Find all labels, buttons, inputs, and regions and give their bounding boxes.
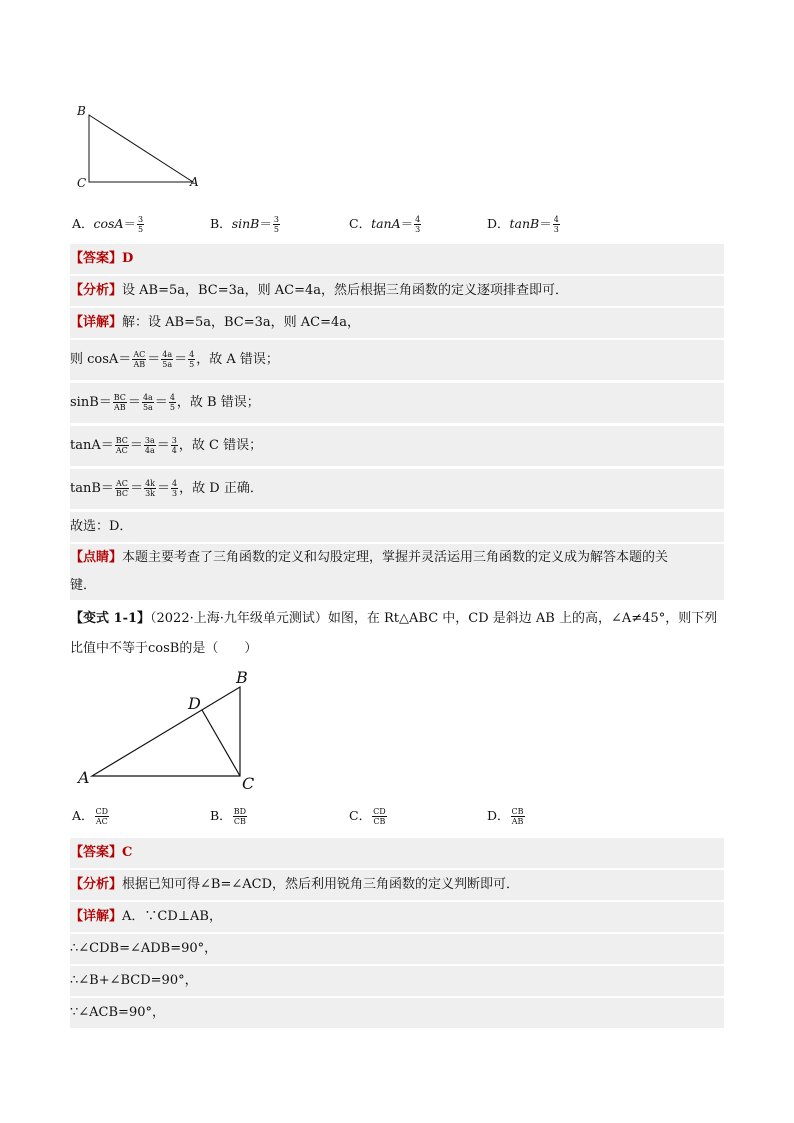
fig1-label-b: B (77, 104, 86, 118)
analysis-1: 【分析】设 AB=5a，BC=3a，则 AC=4a，然后根据三角函数的定义逐项排查即可． (70, 276, 724, 306)
fig2-label-d: D (188, 694, 201, 713)
fig2-label-a: A (78, 768, 90, 787)
step-1-sinB: sinB＝ $\frac{BC}{AB}$ ＝ $\frac{4a}{5a}$ ＝ $\frac{4}{5}$ ，故 B 错误； (70, 383, 724, 423)
step-1-tanB: tanB＝ $\frac{AC}{BC}$ ＝ $\frac{4k}{3k}$ ＝ $\frac{4}{3}$ ，故 D 正确． (70, 469, 724, 509)
detail-2: 【详解】A．∵CD⊥AB， (70, 902, 724, 932)
option-2-a: A． $\frac{CD}{AC}$ (72, 807, 109, 826)
answer-2: 【答案】C (70, 838, 724, 868)
option-2-c: C． $\frac{CD}{CB}$ (349, 807, 386, 826)
option-2-b: B． $\frac{BD}{CB}$ (210, 807, 246, 826)
step-2-1: ∴∠CDB=∠ADB=90°， (70, 934, 724, 964)
variant-question: 【变式 1-1】（2022·上海·九年级单元测试）如图，在 Rt△ABC 中，CD 是斜边 AB 上的高，∠A≠45°，则下列 比值中不等于cosB的是（ ） (70, 611, 718, 656)
step-1-cosA: 则 cosA＝ $\frac{AC}{AB}$ ＝ $\frac{4a}{5a}$ ＝ $\frac{4}{5}$ ，故 A 错误； (70, 340, 724, 380)
fig1-label-c: C (77, 176, 87, 190)
fig2-label-c: C (242, 774, 255, 793)
fig1-label-a: A (190, 175, 199, 189)
analysis-2: 【分析】根据已知可得∠B=∠ACD，然后利用锐角三角函数的定义判断即可． (70, 870, 724, 900)
option-1-b: B．sinB＝ $\frac{3}{5}$ (210, 215, 279, 234)
detail-1: 【详解】解：设 AB=5a，BC=3a，则 AC=4a， (70, 308, 724, 338)
option-1-d: D．tanB＝ $\frac{4}{3}$ (487, 215, 559, 234)
fig2-label-b: B (236, 668, 248, 687)
triangle-figure-2 (70, 670, 270, 800)
option-2-d: D． $\frac{CB}{AB}$ (487, 807, 524, 826)
option-1-c: C．tanA＝ $\frac{4}{3}$ (349, 215, 421, 234)
step-2-2: ∴∠B+∠BCD=90°， (70, 966, 724, 996)
triangle-figure-1 (70, 100, 210, 195)
comment-1: 【点睛】本题主要考查了三角函数的定义和勾股定理，掌握并灵活运用三角函数的定义成为解答本题的关 键． (70, 544, 724, 600)
step-2-3: ∵∠ACB=90°， (70, 998, 724, 1028)
answer-1: 【答案】D (70, 244, 724, 274)
step-1-tanA: tanA＝ $\frac{BC}{AC}$ ＝ $\frac{3a}{4a}$ ＝ $\frac{3}{4}$ ，故 C 错误； (70, 426, 724, 466)
option-1-a: A．cosA＝ $\frac{3}{5}$ (72, 215, 144, 234)
choose-1: 故选：D． (70, 512, 724, 542)
